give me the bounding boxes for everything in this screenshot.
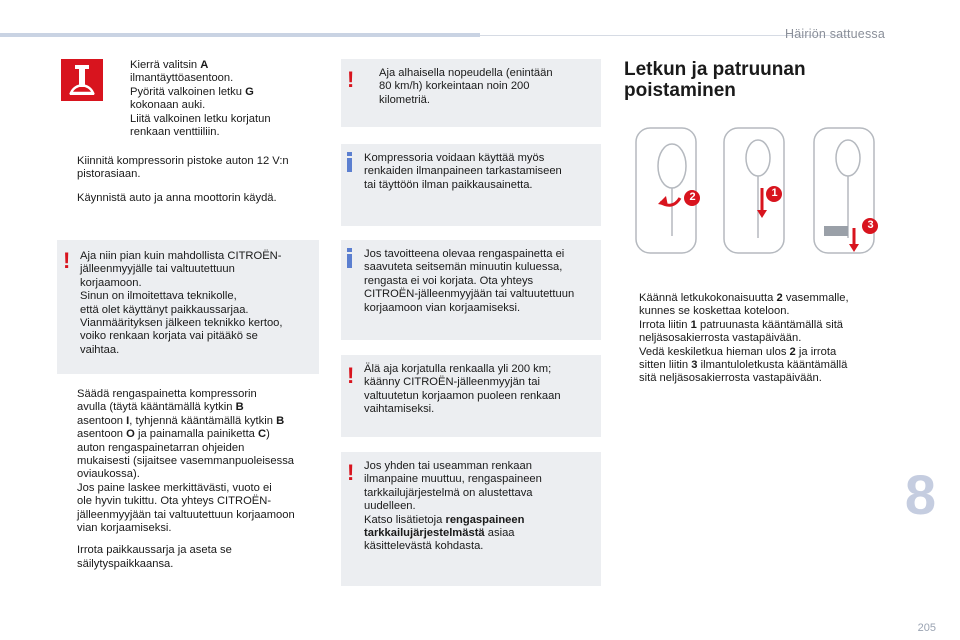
warning-exclamation-icon: !	[347, 363, 355, 388]
list-item: Kiinnitä kompressorin pistoke auton 12 V:n pistorasiaan.	[77, 155, 289, 181]
list-item: Pyöritä valkoinen letku G kokonaan auki.	[130, 85, 254, 112]
page-title: Letkun ja patruunan poistaminen	[624, 59, 806, 101]
info-i-icon	[347, 248, 352, 268]
list-item: Irrota liitin 1 patruunasta kääntämällä sitä neljäsosakierrosta vastapäivään.	[639, 318, 844, 345]
hose-removal-figure	[624, 118, 886, 266]
callout-2: 2	[689, 191, 696, 203]
list-item: Irrota paikkaussarja ja aseta se säilytyspaikkaansa.	[77, 544, 232, 570]
list-item: Käännä letkukokonaisuutta 2 vasemmalle, kunnes se koskettaa koteloon.	[639, 292, 849, 318]
list-item: Säädä rengaspainetta kompressorin avulla (täytä kääntämällä kytkin B asentoon I, tyhjennä kääntämällä kytkin B asentoon O ja painamalla painiketta C) auton rengaspainetarran ohjeiden mukaisesti (sijaitsee vasemmanpuoleisessa oviaukossa). Jos paine laskee merkittävästi, vuoto ei ole hyvin tukittu. Ota yhteys CITROËN- jälleenmyyjään tai valtuutettuun korjaamoon vian korjaamiseksi.	[77, 388, 295, 535]
warning-exclamation-icon: !	[347, 460, 355, 485]
list-item: Käynnistä auto ja anna moottorin käydä.	[77, 191, 277, 204]
warning-text: Jos yhden tai useamman renkaan ilmanpaine muuttuu, rengaspaineen tarkkailujärjestelmä on alustettava uudelleen. Katso lisätietoja rengaspaineen tarkkailujärjestelmästä asiaa käsittelevästä kohdasta.	[364, 460, 542, 553]
warning-box	[341, 355, 601, 437]
right-bullet-list	[624, 292, 886, 386]
header-accent-bar	[0, 33, 480, 37]
info-text: Jos tavoitteena olevaa rengaspainetta ei saavuteta seitsemän minuutin kuluessa, rengasta ei voi korjata. Ota yhteys CITROËN-jälleenmyyjään tai valtuutettuun korjaamoon vian korjaamiseksi.	[364, 248, 575, 314]
warning-box	[57, 240, 319, 374]
info-i-icon	[347, 152, 352, 172]
bullet-list	[62, 155, 320, 205]
list-item: Liitä valkoinen letku korjatun renkaan venttiiliin.	[130, 112, 271, 139]
compressor-tool-icon	[61, 59, 103, 101]
list-item: Kierrä valitsin A ilmantäyttöasentoon.	[130, 59, 234, 85]
figure-callouts	[684, 186, 878, 234]
info-box	[341, 144, 601, 226]
section-title: Häiriön sattuessa	[785, 27, 885, 41]
warning-box	[341, 452, 601, 586]
warning-box	[341, 59, 601, 127]
bottom-bullet-list	[62, 388, 320, 571]
warning-text: Aja niin pian kuin mahdollista CITROËN- jälleenmyyjälle tai valtuutettuun korjaamoon. Sinun on ilmoitettava teknikolle, että olet käyttänyt paikkaussarjaa. Vianmäärityksen jälkeen teknikko kertoo, voiko renkaan korjata vai pitääkö se vaihtaa.	[80, 250, 283, 356]
list-item: Aja alhaisella nopeudella (enintään 80 km/h) korkeintaan noin 200 kilometriä.	[379, 67, 553, 106]
page-number: 205	[917, 622, 936, 634]
callout-3: 3	[867, 219, 874, 231]
info-box	[341, 240, 601, 340]
warning-exclamation-icon: !	[347, 67, 355, 92]
warning-text: Älä aja korjatulla renkaalla yli 200 km; käänny CITROËN-jälleenmyyjän tai valtuutetun korjaamon puoleen renkaan vaihtamiseksi.	[364, 363, 561, 416]
list-item: Vedä keskiletkua hieman ulos 2 ja irrota sitten liitin 3 ilmantuloletkusta kääntämällä sitä neljäsosakierrosta vastapäivään.	[639, 345, 848, 385]
info-text: Kompressoria voidaan käyttää myös renkaiden ilmanpaineen tarkastamiseen tai täyttöön ilman paikkausainetta.	[364, 152, 562, 191]
chapter-number: 8	[904, 463, 936, 526]
warning-exclamation-icon: !	[63, 248, 71, 273]
callout-1: 1	[771, 187, 778, 199]
top-bullet-list	[115, 59, 315, 139]
